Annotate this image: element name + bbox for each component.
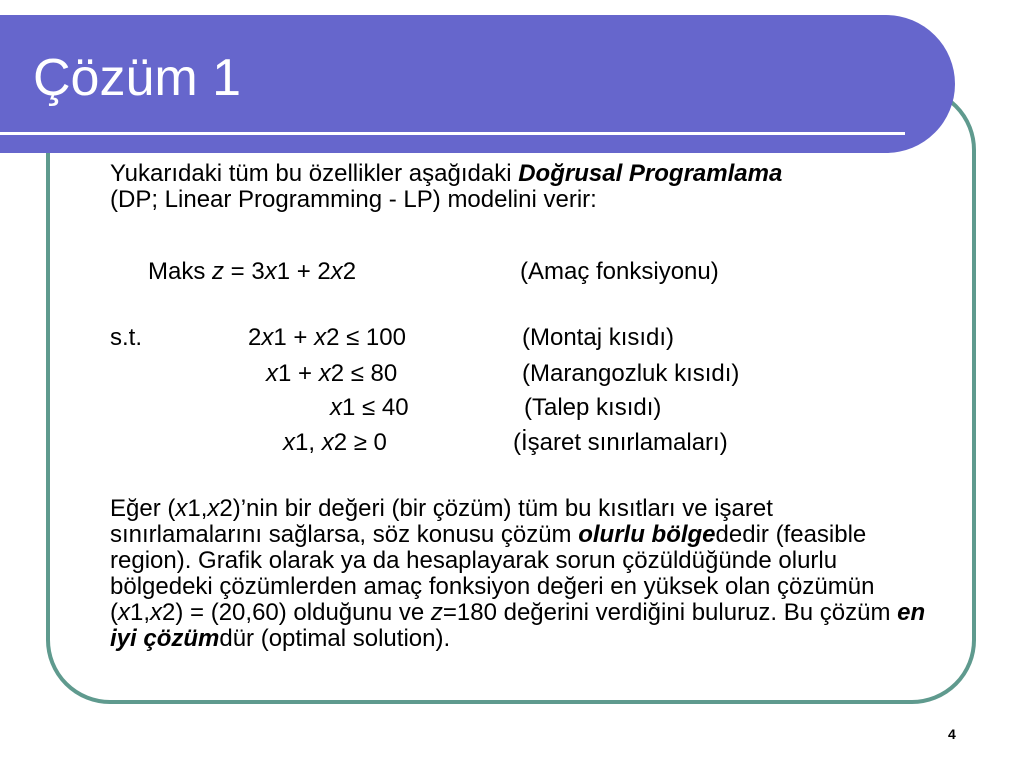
intro-emphasis: Doğrusal Programlama xyxy=(518,160,783,187)
st-label: s.t. xyxy=(110,324,143,351)
optimal-solution-term: en iyi çözüm xyxy=(110,599,926,652)
constraint-2: x1 + x2 ≤ 80 xyxy=(266,360,398,387)
conclusion-paragraph: Eğer (x1,x2)’nin bir değeri (bir çözüm) tüm bu kısıtları ve işaret sınırlamalarını sağlarsa, söz konusu çözüm olurlu bölgededir (feasible region). Grafik olarak ya da hesaplayarak sorun çözüldüğünde olurlu bölgedeki çözümlerden amaç fonksiyon değeri en yüksek olan çözümün (x1,x2) = (20,60) olduğunu ve z=180 değerini verdiğini buluruz. Bu çözüm en iyi çözümdür (optimal solution). xyxy=(110,495,926,652)
intro-text-after: (DP; Linear Programming - LP) modelini verir: xyxy=(110,186,597,213)
constraint-4-label: (İşaret sınırlamaları) xyxy=(513,429,728,456)
constraint-3: x1 ≤ 40 xyxy=(330,394,409,421)
constraint-3-label: (Talep kısıdı) xyxy=(524,394,662,421)
page-number: 4 xyxy=(948,726,956,742)
feasible-region-term: olurlu bölge xyxy=(578,521,716,548)
intro-text: Yukarıdaki tüm bu özellikler aşağıdaki xyxy=(110,160,519,187)
objective-label: (Amaç fonksiyonu) xyxy=(520,258,719,285)
intro-paragraph xyxy=(110,161,930,213)
constraint-2-label: (Marangozluk kısıdı) xyxy=(522,360,740,387)
constraint-1-label: (Montaj kısıdı) xyxy=(522,324,675,351)
constraint-1: 2x1 + x2 ≤ 100 xyxy=(248,324,406,351)
constraint-4: x1, x2 ≥ 0 xyxy=(283,429,387,456)
objective-function: Maks z = 3x1 + 2x2 xyxy=(148,258,357,285)
title-underline xyxy=(0,132,905,135)
slide-title: Çözüm 1 xyxy=(33,49,242,107)
